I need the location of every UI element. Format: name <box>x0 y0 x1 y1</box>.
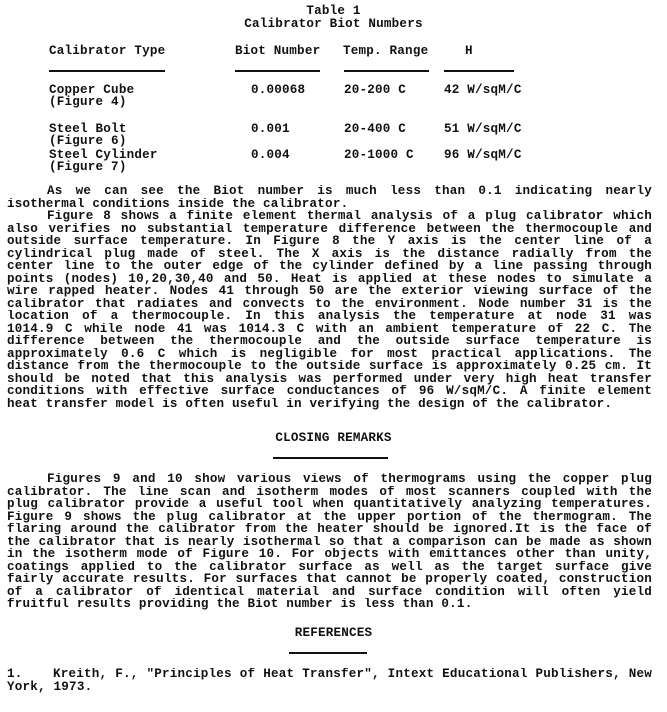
header-underline <box>49 70 165 72</box>
header-underline <box>235 70 320 72</box>
reference-item <box>7 668 652 693</box>
paragraph-line: in the isotherm mode of Figure 10. For objects with emittances other than unity, <box>7 548 652 561</box>
row-figure: (Figure 4) <box>49 95 127 109</box>
paragraph-line: of a calibrator of identical material and surface condition will often yield <box>7 585 652 598</box>
body-paragraphs <box>7 185 652 410</box>
paragraph-line: also verifies no substantial temperature difference between the thermocouple and <box>7 222 652 235</box>
header-biot-number: Biot Number <box>235 44 321 58</box>
paragraph-line: center line to the outer edge of the cylinder defined by a line passing through <box>7 260 652 273</box>
row-figure: (Figure 6) <box>49 134 127 148</box>
paragraph-line: As we can see the Biot number is much less than 0.1 indicating nearly <box>47 185 652 198</box>
row-type: Copper Cube <box>49 83 135 97</box>
paragraph-line: should be noted that this analysis was performed under very high heat transfer <box>7 372 652 385</box>
closing-paragraph <box>7 473 652 611</box>
row-range: 20-200 C <box>344 83 407 97</box>
row-range: 20-1000 C <box>344 148 414 162</box>
references-heading: REFERENCES <box>294 626 373 640</box>
paragraph-line: cylindrical plug made of steel. The X axis is the distance radially from the <box>7 247 652 260</box>
header-temp-range: Temp. Range <box>343 44 429 58</box>
reference-line <box>7 668 652 681</box>
table-subtitle: Calibrator Biot Numbers <box>244 17 423 31</box>
paragraph-line: Figure 9 shows the plug calibrator at the upper portion of the thermogram. The <box>7 510 652 523</box>
paragraph-line: plug calibrator provide a useful tool when quantitatively analyzing temperatures. <box>7 498 652 511</box>
reference-text: Kreith, F., "Principles of Heat Transfer", Intext Educational Publishers, New <box>53 668 652 681</box>
heading-underline <box>289 652 367 654</box>
row-figure: (Figure 7) <box>49 160 127 174</box>
paragraph-line: approximately 0.6 C which is negligible for most practical applications. The <box>7 347 652 360</box>
reference-number: 1. <box>7 667 23 681</box>
row-h: 42 W/sqM/C <box>444 83 522 97</box>
paragraph-line: isothermal conditions inside the calibrator. <box>7 197 349 210</box>
row-type: Steel Bolt <box>49 122 127 136</box>
paragraph-line: flaring around the calibrator from the heater should be ignored.It is the face of <box>7 523 652 536</box>
paragraph-line: distance from the thermocouple to the outside surface is approximately 0.25 cm. It <box>7 360 652 373</box>
row-biot: 0.004 <box>251 148 290 162</box>
paragraph-line: calibrator. The line scan and isotherm modes of most scanners coupled with the <box>7 485 652 498</box>
paragraph-line: fairly accurate results. For surfaces that cannot be properly coated, construction <box>7 573 652 586</box>
paragraph-line: conditions with effective surface conductances of 96 W/sqM/C. A finite element <box>7 385 652 398</box>
table-title: Table 1 <box>306 4 361 18</box>
paragraph-line: outside surface temperature. In Figure 8 the Y axis is the center line of a <box>7 235 652 248</box>
paragraph-line: fruitful results providing the Biot number is less than 0.1. <box>7 598 473 611</box>
paragraph-line: points (nodes) 10,20,30,40 and 50. Heat is applied at these nodes to simulate a <box>7 272 652 285</box>
paragraph-line: location of a thermocouple. In this analysis the temperature at node 31 was <box>7 310 652 323</box>
row-biot: 0.001 <box>251 122 290 136</box>
paragraph-line: heat transfer model is often useful in verifying the design of the calibrator. <box>7 397 613 410</box>
reference-text-continued: York, 1973. <box>7 679 93 694</box>
paragraph-line: Figure 8 shows a finite element thermal analysis of a plug calibrator which <box>47 210 652 223</box>
paragraph-line: difference between the thermocouple and the outside surface temperature is <box>7 335 652 348</box>
paragraph-line: the calibrator that is nearly isothermal so that a comparison can be made as shown <box>7 535 652 548</box>
paragraph-line: calibrator that radiates and convects to the environment. Node number 31 is the <box>7 297 652 310</box>
row-type: Steel Cylinder <box>49 148 158 162</box>
paragraph-line: 1014.9 C while node 41 was 1014.3 C with an ambient temperature of 22 C. The <box>7 322 652 335</box>
paragraph-line: wire rapped heater. Nodes 41 through 50 are the exterior viewing surface of the <box>7 285 652 298</box>
paragraph-line: coatings applied to the calibrator surface as well as the target surface give <box>7 560 652 573</box>
header-calibrator-type: Calibrator Type <box>49 44 166 58</box>
header-underline <box>444 70 514 72</box>
row-h: 51 W/sqM/C <box>444 122 522 136</box>
header-h: H <box>465 44 473 58</box>
row-biot: 0.00068 <box>251 83 306 97</box>
row-range: 20-400 C <box>344 122 407 136</box>
header-underline <box>344 70 429 72</box>
heading-underline <box>273 457 388 459</box>
paragraph-line: Figures 9 and 10 show various views of thermograms using the copper plug <box>47 473 652 486</box>
closing-remarks-heading: CLOSING REMARKS <box>275 431 392 445</box>
row-h: 96 W/sqM/C <box>444 148 522 162</box>
